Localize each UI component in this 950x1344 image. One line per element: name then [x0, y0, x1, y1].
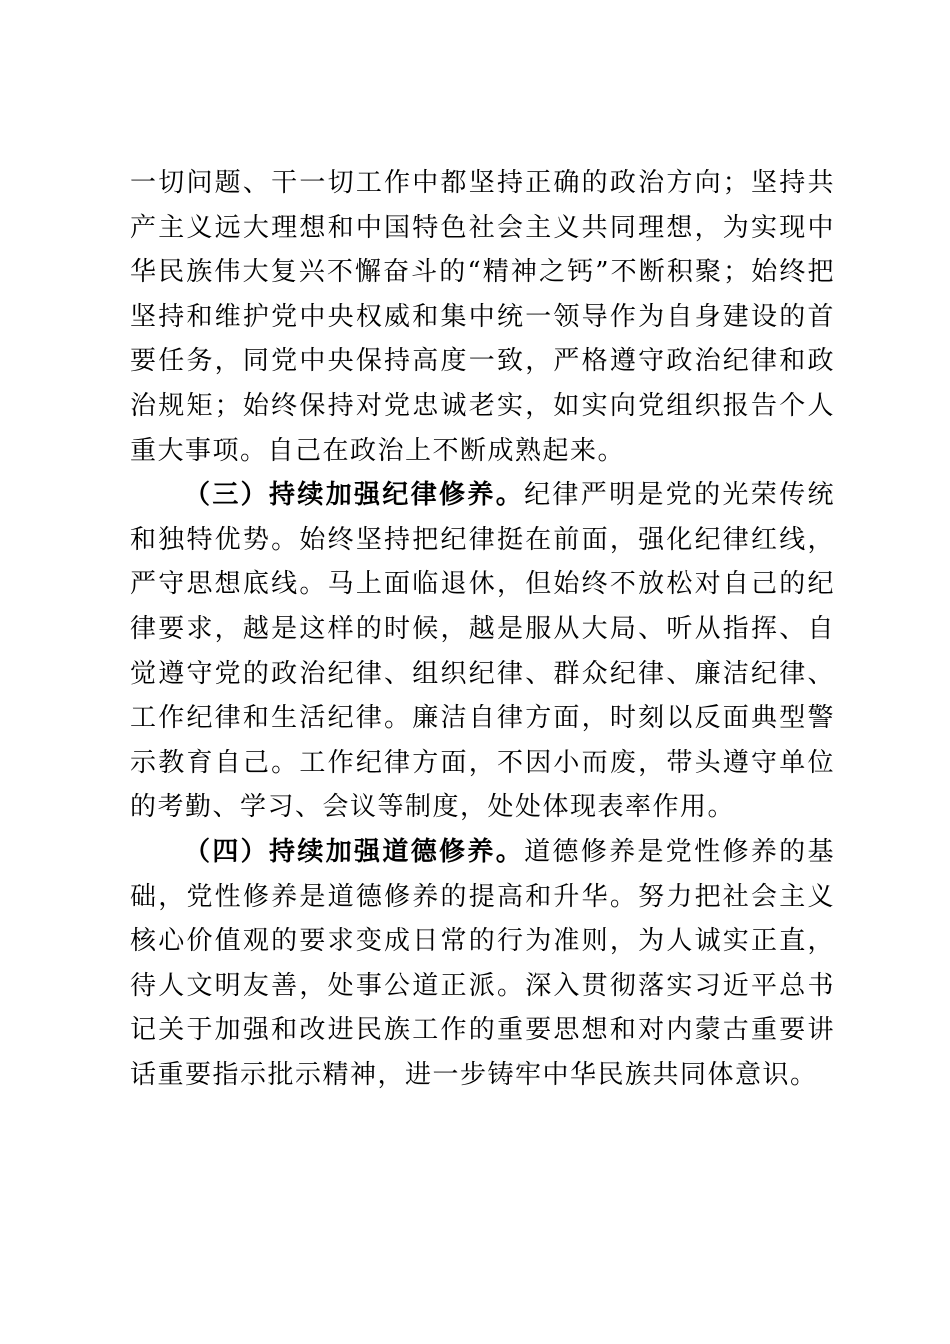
document-body — [130, 161, 835, 1097]
section-heading-moral: （四）持续加强道德修养。 — [184, 836, 525, 867]
section-heading-discipline: （三）持续加强纪律修养。 — [184, 480, 525, 511]
paragraph-text: 一切问题、干一切工作中都坚持正确的政治方向；坚持共产主义远大理想和中国特色社会主义共同理想，为实现中华民族伟大复兴不懈奋斗的“精神之钙”不断积聚；始终把坚持和维护党中央权威和集中统一领导作为自身建设的首要任务，同党中央保持高度一致，严格遵守政治纪律和政治规矩；始终保持对党忠诚老实，如实向党组织报告个人重大事项。自己在政治上不断成熟起来。 — [130, 168, 835, 466]
paragraph-text: 道德修养是党性修养的基础，党性修养是道德修养的提高和升华。努力把社会主义核心价值观的要求变成日常的行为准则，为人诚实正直，待人文明友善，处事公道正派。深入贯彻落实习近平总书记关于加强和改进民族工作的重要思想和对内蒙古重要讲话重要指示批示精神，进一步铸牢中华民族共同体意识。 — [130, 836, 835, 1090]
paragraph-political-direction — [130, 161, 835, 473]
paragraph-text: 纪律严明是党的光荣传统和独特优势。始终坚持把纪律挺在前面，强化纪律红线，严守思想底线。马上面临退休，但始终不放松对自己的纪律要求，越是这样的时候，越是服从大局、听从指挥、自觉遵守党的政治纪律、组织纪律、群众纪律、廉洁纪律、工作纪律和生活纪律。廉洁自律方面，时刻以反面典型警示教育自己。工作纪律方面，不因小而废，带头遵守单位的考勤、学习、会议等制度，处处体现表率作用。 — [130, 480, 835, 823]
paragraph-discipline-cultivation — [130, 473, 835, 830]
paragraph-moral-cultivation — [130, 830, 835, 1098]
